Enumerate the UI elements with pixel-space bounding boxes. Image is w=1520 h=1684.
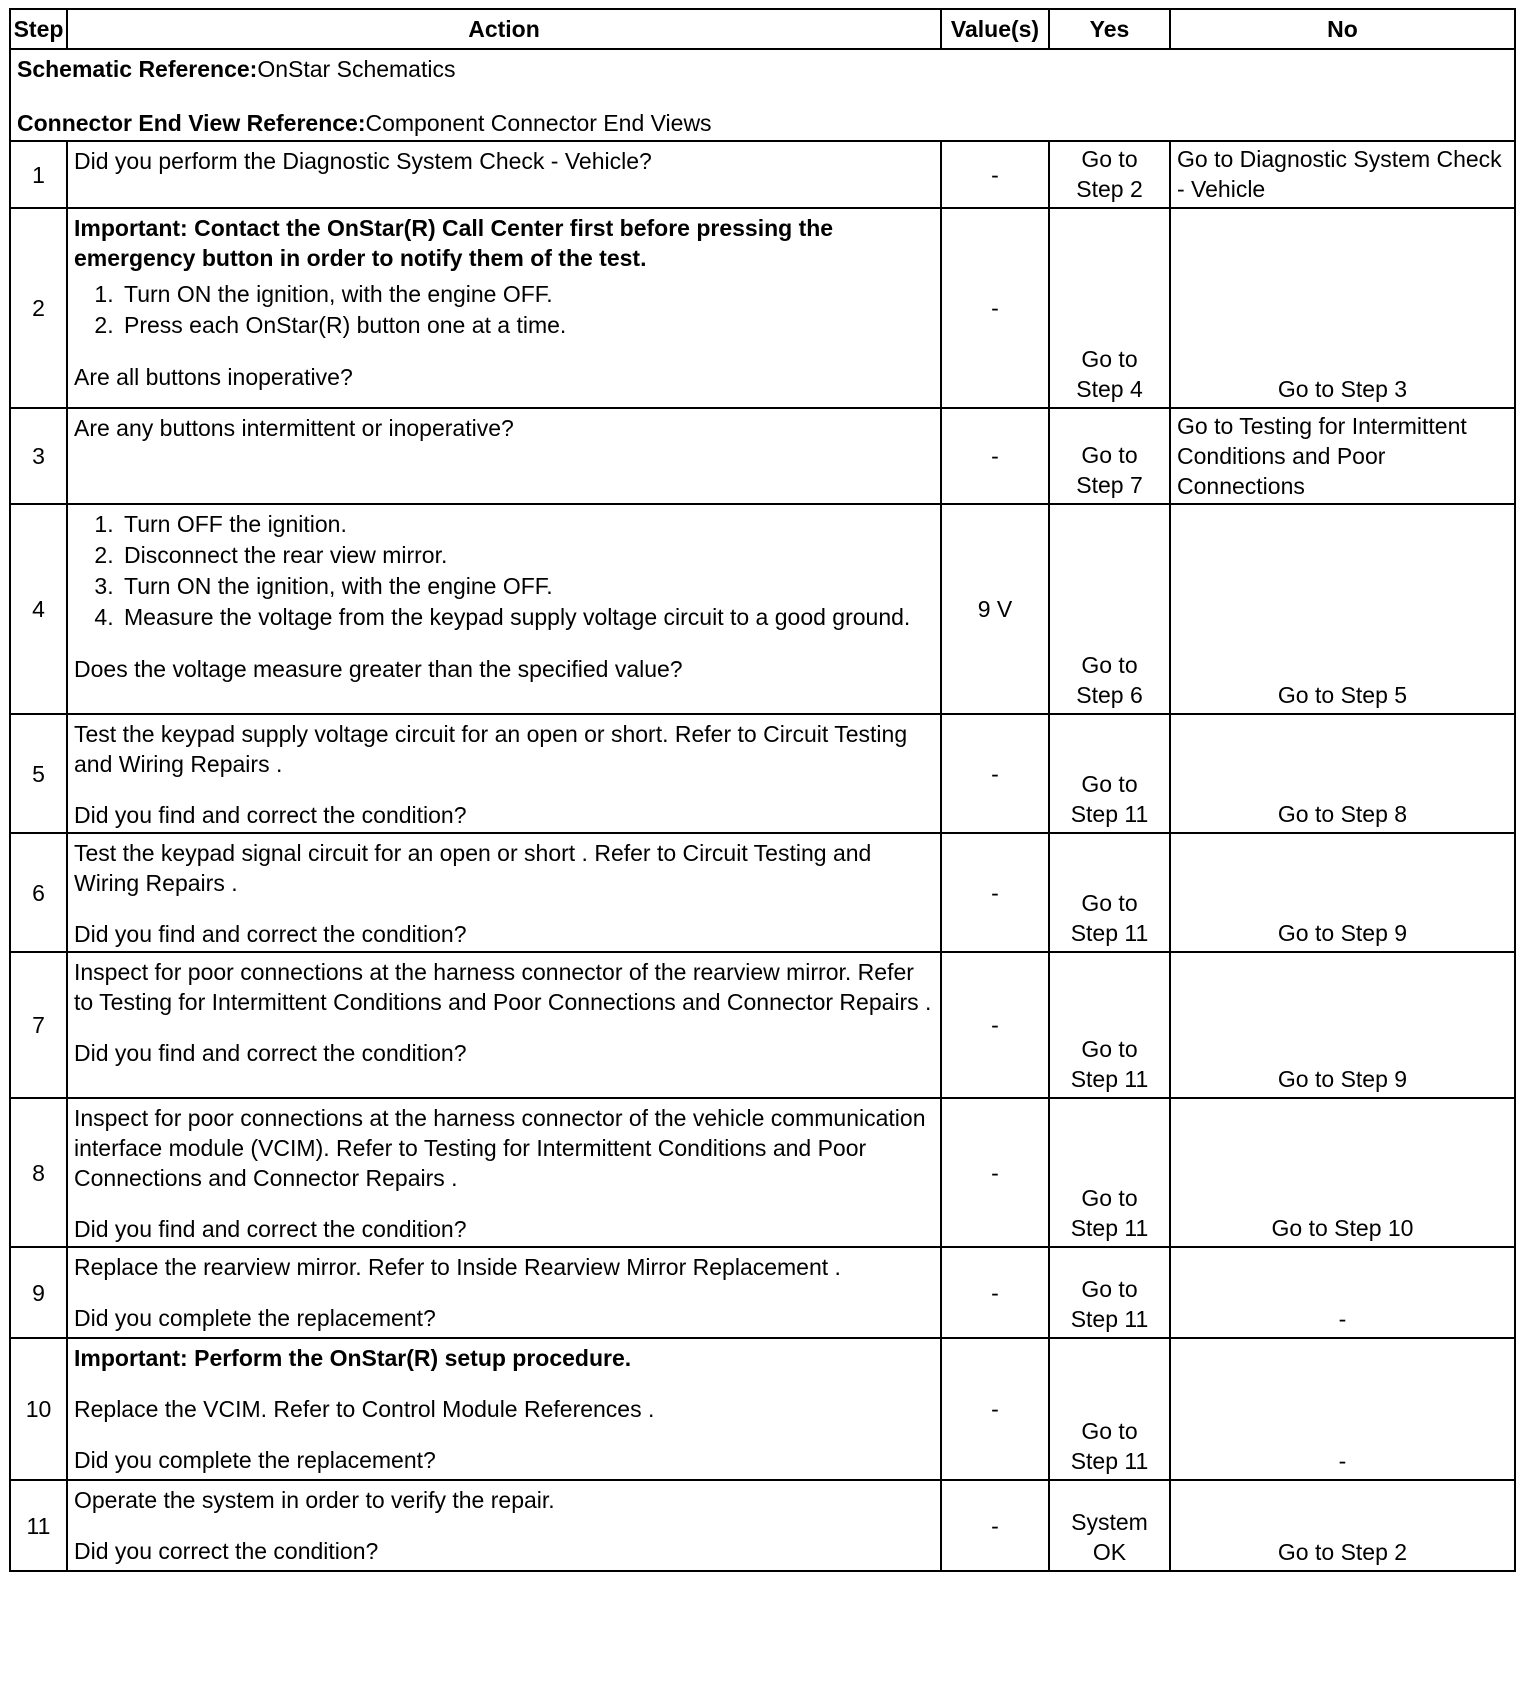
yes-cell[interactable]: Go to Step 11: [1049, 1338, 1170, 1480]
action-cell: [67, 141, 941, 208]
table-row: [10, 1480, 1515, 1571]
substep-item: 4. Measure the voltage from the keypad supply voltage circuit to a good ground.: [120, 602, 934, 632]
action-cell: [67, 504, 941, 714]
value-cell: -: [941, 408, 1049, 504]
action-question: Did you find and correct the condition?: [74, 1216, 467, 1242]
no-cell: -: [1170, 1247, 1515, 1338]
value-cell: -: [941, 1247, 1049, 1338]
step-number: 9: [10, 1247, 67, 1338]
table-row: [10, 408, 1515, 504]
action-question: Are all buttons inoperative?: [74, 364, 353, 390]
step-number: 11: [10, 1480, 67, 1571]
value-cell: -: [941, 1098, 1049, 1247]
step-number: 4: [10, 504, 67, 714]
substep-item: 1. Turn ON the ignition, with the engine OFF.: [120, 279, 934, 309]
connector-reference-link[interactable]: Component Connector End Views: [365, 110, 712, 136]
action-text: Replace the VCIM. Refer to Control Module References .: [74, 1396, 655, 1422]
no-cell[interactable]: Go to Step 5: [1170, 504, 1515, 714]
substep-item: 2. Press each OnStar(R) button one at a time.: [120, 310, 934, 340]
substep-item: 1. Turn OFF the ignition.: [120, 509, 934, 539]
action-cell: [67, 408, 941, 504]
schematic-reference: [17, 54, 1508, 84]
action-text: Inspect for poor connections at the harness connector of the rearview mirror. Refer to Testing for Intermittent Conditions and Poor Connections and Connector Repairs .: [74, 959, 932, 1015]
header-no: No: [1170, 9, 1515, 49]
diagnostic-table: [9, 8, 1516, 1572]
value-cell: -: [941, 1338, 1049, 1480]
no-cell[interactable]: Go to Step 9: [1170, 952, 1515, 1098]
step-number: 7: [10, 952, 67, 1098]
table-row: [10, 1247, 1515, 1338]
header-step: Step: [10, 9, 67, 49]
action-text: Inspect for poor connections at the harness connector of the vehicle communication interface module (VCIM). Refer to Testing for Intermittent Conditions and Poor Connections and Connector Repairs .: [74, 1105, 926, 1191]
action-question: Does the voltage measure greater than the specified value?: [74, 656, 683, 682]
value-cell: -: [941, 714, 1049, 833]
connector-reference-label: Connector End View Reference:: [17, 110, 366, 136]
no-cell[interactable]: Go to Step 9: [1170, 833, 1515, 952]
yes-cell[interactable]: Go to Step 4: [1049, 208, 1170, 408]
action-question: Did you complete the replacement?: [74, 1305, 436, 1331]
substep-item: 2. Disconnect the rear view mirror.: [120, 540, 934, 570]
action-text: Operate the system in order to verify the repair.: [74, 1487, 555, 1513]
table-row: [10, 952, 1515, 1098]
action-question: Did you find and correct the condition?: [74, 1040, 467, 1066]
no-cell[interactable]: Go to Step 3: [1170, 208, 1515, 408]
step-number: 6: [10, 833, 67, 952]
table-row: [10, 833, 1515, 952]
action-question: Did you find and correct the condition?: [74, 802, 467, 828]
yes-cell[interactable]: Go to Step 2: [1049, 141, 1170, 208]
no-cell[interactable]: Go to Step 8: [1170, 714, 1515, 833]
value-cell: -: [941, 141, 1049, 208]
no-cell: -: [1170, 1338, 1515, 1480]
action-question: Did you correct the condition?: [74, 1538, 379, 1564]
action-cell: [67, 1338, 941, 1480]
header-values: Value(s): [941, 9, 1049, 49]
value-cell: -: [941, 208, 1049, 408]
table-row: [10, 1098, 1515, 1247]
action-text: Test the keypad signal circuit for an open or short . Refer to Circuit Testing and Wiring Repairs .: [74, 840, 872, 896]
connector-reference: [17, 108, 1508, 138]
action-text: Did you perform the Diagnostic System Check - Vehicle?: [74, 148, 652, 174]
important-note: Important: Contact the OnStar(R) Call Center first before pressing the emergency button in order to notify them of the test.: [74, 215, 834, 271]
action-text: Are any buttons intermittent or inoperative?: [74, 415, 514, 441]
action-cell: [67, 1098, 941, 1247]
reference-cell: [10, 49, 1515, 141]
yes-cell[interactable]: Go to Step 11: [1049, 952, 1170, 1098]
important-note: Important: Perform the OnStar(R) setup procedure.: [74, 1345, 632, 1371]
step-number: 10: [10, 1338, 67, 1480]
table-row: [10, 1338, 1515, 1480]
header-yes: Yes: [1049, 9, 1170, 49]
value-cell: 9 V: [941, 504, 1049, 714]
header-action: Action: [67, 9, 941, 49]
action-cell: [67, 952, 941, 1098]
substep-item: 3. Turn ON the ignition, with the engine OFF.: [120, 571, 934, 601]
action-question: Did you complete the replacement?: [74, 1447, 436, 1473]
no-cell[interactable]: Go to Diagnostic System Check - Vehicle: [1170, 141, 1515, 208]
step-number: 8: [10, 1098, 67, 1247]
action-cell: [67, 714, 941, 833]
action-cell: [67, 1247, 941, 1338]
substep-list: [74, 509, 934, 632]
yes-cell[interactable]: Go to Step 11: [1049, 714, 1170, 833]
no-cell[interactable]: Go to Step 10: [1170, 1098, 1515, 1247]
schematic-reference-link[interactable]: OnStar Schematics: [257, 56, 456, 82]
step-number: 2: [10, 208, 67, 408]
yes-cell[interactable]: Go to Step 6: [1049, 504, 1170, 714]
yes-cell[interactable]: Go to Step 11: [1049, 1247, 1170, 1338]
table-row: [10, 714, 1515, 833]
table-row: [10, 141, 1515, 208]
yes-cell: System OK: [1049, 1480, 1170, 1571]
value-cell: -: [941, 1480, 1049, 1571]
action-text: Test the keypad supply voltage circuit for an open or short. Refer to Circuit Testing and Wiring Repairs .: [74, 721, 908, 777]
reference-row: [10, 49, 1515, 141]
action-cell: [67, 1480, 941, 1571]
yes-cell[interactable]: Go to Step 11: [1049, 1098, 1170, 1247]
value-cell: -: [941, 952, 1049, 1098]
no-cell[interactable]: Go to Testing for Intermittent Conditions and Poor Connections: [1170, 408, 1515, 504]
step-number: 3: [10, 408, 67, 504]
reference-spacer: [17, 84, 1508, 108]
action-text: Replace the rearview mirror. Refer to Inside Rearview Mirror Replacement .: [74, 1254, 841, 1280]
table-row: [10, 208, 1515, 408]
yes-cell[interactable]: Go to Step 11: [1049, 833, 1170, 952]
action-cell: [67, 833, 941, 952]
value-cell: -: [941, 833, 1049, 952]
action-cell: [67, 208, 941, 408]
substep-list: [74, 279, 934, 340]
schematic-reference-label: Schematic Reference:: [17, 56, 258, 82]
step-number: 1: [10, 141, 67, 208]
header-row: [10, 9, 1515, 49]
table-row: [10, 504, 1515, 714]
action-question: Did you find and correct the condition?: [74, 921, 467, 947]
yes-cell[interactable]: Go to Step 7: [1049, 408, 1170, 504]
no-cell[interactable]: Go to Step 2: [1170, 1480, 1515, 1571]
step-number: 5: [10, 714, 67, 833]
